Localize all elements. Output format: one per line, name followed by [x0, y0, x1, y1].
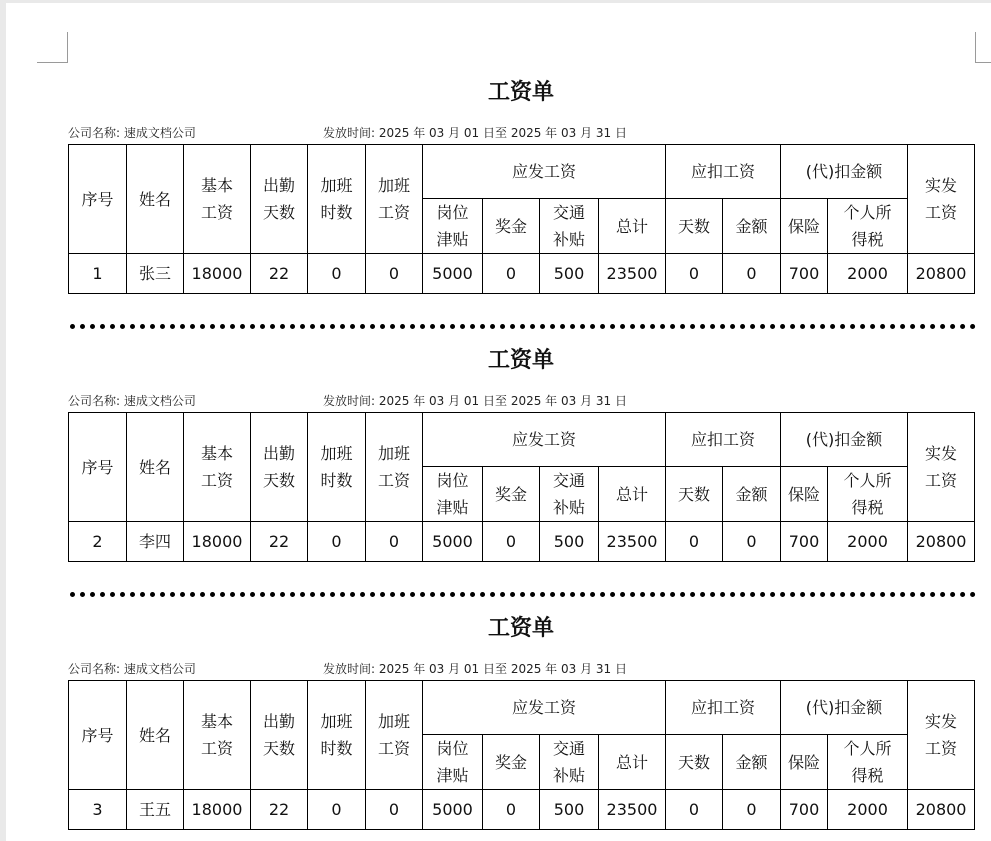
cell-attendance-days: 22 — [251, 254, 308, 294]
cell-transport-allowance: 500 — [540, 522, 599, 562]
cell-bonus: 0 — [483, 522, 540, 562]
header-total: 总计 — [599, 199, 666, 254]
header-attendance-days: 出勤天数 — [251, 681, 308, 790]
header-overtime-pay: 加班工资 — [366, 145, 423, 254]
header-name: 姓名 — [127, 681, 184, 790]
header-transport-allowance: 交通补贴 — [540, 467, 599, 522]
table-row — [69, 254, 975, 294]
header-transport-allowance: 交通补贴 — [540, 735, 599, 790]
header-net-pay: 实发工资 — [908, 681, 975, 790]
cell-attendance-days: 22 — [251, 790, 308, 830]
cell-seq: 1 — [69, 254, 127, 294]
pay-period: 发放时间: 2025 年 03 月 01 日至 2025 年 03 月 31 日 — [323, 126, 627, 140]
header-post-allowance: 岗位津贴 — [423, 467, 483, 522]
cut-line — [70, 324, 976, 329]
payslip-table — [68, 144, 975, 294]
header-deduction-group: 应扣工资 — [666, 145, 781, 199]
header-total: 总计 — [599, 467, 666, 522]
company-name: 公司名称: 速成文档公司 — [68, 662, 196, 676]
cell-overtime-pay: 0 — [366, 790, 423, 830]
header-insurance: 保险 — [781, 467, 828, 522]
cell-overtime-pay: 0 — [366, 254, 423, 294]
table-row — [69, 522, 975, 562]
header-seq: 序号 — [69, 681, 127, 790]
cell-deduct-days: 0 — [666, 254, 723, 294]
cell-total: 23500 — [599, 522, 666, 562]
cell-total: 23500 — [599, 254, 666, 294]
cell-attendance-days: 22 — [251, 522, 308, 562]
cell-net-pay: 20800 — [908, 790, 975, 830]
header-deduct-amount: 金额 — [723, 467, 781, 522]
header-base-salary: 基本工资 — [184, 681, 251, 790]
cell-insurance: 700 — [781, 254, 828, 294]
header-seq: 序号 — [69, 145, 127, 254]
header-payable-group: 应发工资 — [423, 145, 666, 199]
header-payable-group: 应发工资 — [423, 413, 666, 467]
header-income-tax: 个人所得税 — [828, 735, 908, 790]
header-base-salary: 基本工资 — [184, 145, 251, 254]
cell-income-tax: 2000 — [828, 522, 908, 562]
header-deduction-group: 应扣工资 — [666, 681, 781, 735]
cell-post-allowance: 5000 — [423, 254, 483, 294]
header-deduct-days: 天数 — [666, 735, 723, 790]
cell-bonus: 0 — [483, 790, 540, 830]
cell-base-salary: 18000 — [184, 254, 251, 294]
pay-period: 发放时间: 2025 年 03 月 01 日至 2025 年 03 月 31 日 — [323, 394, 627, 408]
header-income-tax: 个人所得税 — [828, 199, 908, 254]
cell-overtime-hours: 0 — [308, 522, 366, 562]
header-overtime-hours: 加班时数 — [308, 145, 366, 254]
table-row — [69, 790, 975, 830]
cell-transport-allowance: 500 — [540, 254, 599, 294]
cell-overtime-hours: 0 — [308, 790, 366, 830]
header-deduct-days: 天数 — [666, 467, 723, 522]
document-page — [6, 3, 991, 841]
cell-income-tax: 2000 — [828, 254, 908, 294]
cell-base-salary: 18000 — [184, 522, 251, 562]
header-income-tax: 个人所得税 — [828, 467, 908, 522]
cell-overtime-pay: 0 — [366, 522, 423, 562]
payslip-title: 工资单 — [487, 348, 554, 373]
header-net-pay: 实发工资 — [908, 145, 975, 254]
payslip-title: 工资单 — [487, 616, 554, 641]
cell-name: 王五 — [127, 790, 184, 830]
company-name: 公司名称: 速成文档公司 — [68, 394, 196, 408]
header-attendance-days: 出勤天数 — [251, 145, 308, 254]
cell-base-salary: 18000 — [184, 790, 251, 830]
pay-period: 发放时间: 2025 年 03 月 01 日至 2025 年 03 月 31 日 — [323, 662, 627, 676]
header-net-pay: 实发工资 — [908, 413, 975, 522]
header-post-allowance: 岗位津贴 — [423, 199, 483, 254]
header-withholding-group: (代)扣金额 — [781, 681, 908, 735]
crop-mark-top-right — [975, 32, 991, 63]
cell-post-allowance: 5000 — [423, 522, 483, 562]
header-bonus: 奖金 — [483, 199, 540, 254]
header-transport-allowance: 交通补贴 — [540, 199, 599, 254]
cell-seq: 2 — [69, 522, 127, 562]
header-name: 姓名 — [127, 413, 184, 522]
cell-deduct-days: 0 — [666, 790, 723, 830]
cell-seq: 3 — [69, 790, 127, 830]
cell-net-pay: 20800 — [908, 522, 975, 562]
header-post-allowance: 岗位津贴 — [423, 735, 483, 790]
cell-insurance: 700 — [781, 790, 828, 830]
header-overtime-hours: 加班时数 — [308, 681, 366, 790]
header-attendance-days: 出勤天数 — [251, 413, 308, 522]
header-deduct-amount: 金额 — [723, 735, 781, 790]
header-seq: 序号 — [69, 413, 127, 522]
header-bonus: 奖金 — [483, 467, 540, 522]
header-deduct-amount: 金额 — [723, 199, 781, 254]
cell-deduct-days: 0 — [666, 522, 723, 562]
header-bonus: 奖金 — [483, 735, 540, 790]
header-name: 姓名 — [127, 145, 184, 254]
cell-deduct-amount: 0 — [723, 522, 781, 562]
header-overtime-hours: 加班时数 — [308, 413, 366, 522]
cell-post-allowance: 5000 — [423, 790, 483, 830]
payslip-table — [68, 680, 975, 830]
header-base-salary: 基本工资 — [184, 413, 251, 522]
header-withholding-group: (代)扣金额 — [781, 145, 908, 199]
header-total: 总计 — [599, 735, 666, 790]
cell-deduct-amount: 0 — [723, 790, 781, 830]
cell-transport-allowance: 500 — [540, 790, 599, 830]
payslip-title: 工资单 — [487, 80, 554, 105]
header-withholding-group: (代)扣金额 — [781, 413, 908, 467]
header-deduct-days: 天数 — [666, 199, 723, 254]
cell-name: 张三 — [127, 254, 184, 294]
header-overtime-pay: 加班工资 — [366, 681, 423, 790]
cell-net-pay: 20800 — [908, 254, 975, 294]
cell-overtime-hours: 0 — [308, 254, 366, 294]
company-name: 公司名称: 速成文档公司 — [68, 126, 196, 140]
cell-insurance: 700 — [781, 522, 828, 562]
cell-name: 李四 — [127, 522, 184, 562]
cell-deduct-amount: 0 — [723, 254, 781, 294]
header-deduction-group: 应扣工资 — [666, 413, 781, 467]
header-payable-group: 应发工资 — [423, 681, 666, 735]
header-insurance: 保险 — [781, 735, 828, 790]
header-insurance: 保险 — [781, 199, 828, 254]
cell-total: 23500 — [599, 790, 666, 830]
payslip-table — [68, 412, 975, 562]
cut-line — [70, 592, 976, 597]
crop-mark-top-left — [37, 32, 68, 63]
cell-income-tax: 2000 — [828, 790, 908, 830]
cell-bonus: 0 — [483, 254, 540, 294]
header-overtime-pay: 加班工资 — [366, 413, 423, 522]
